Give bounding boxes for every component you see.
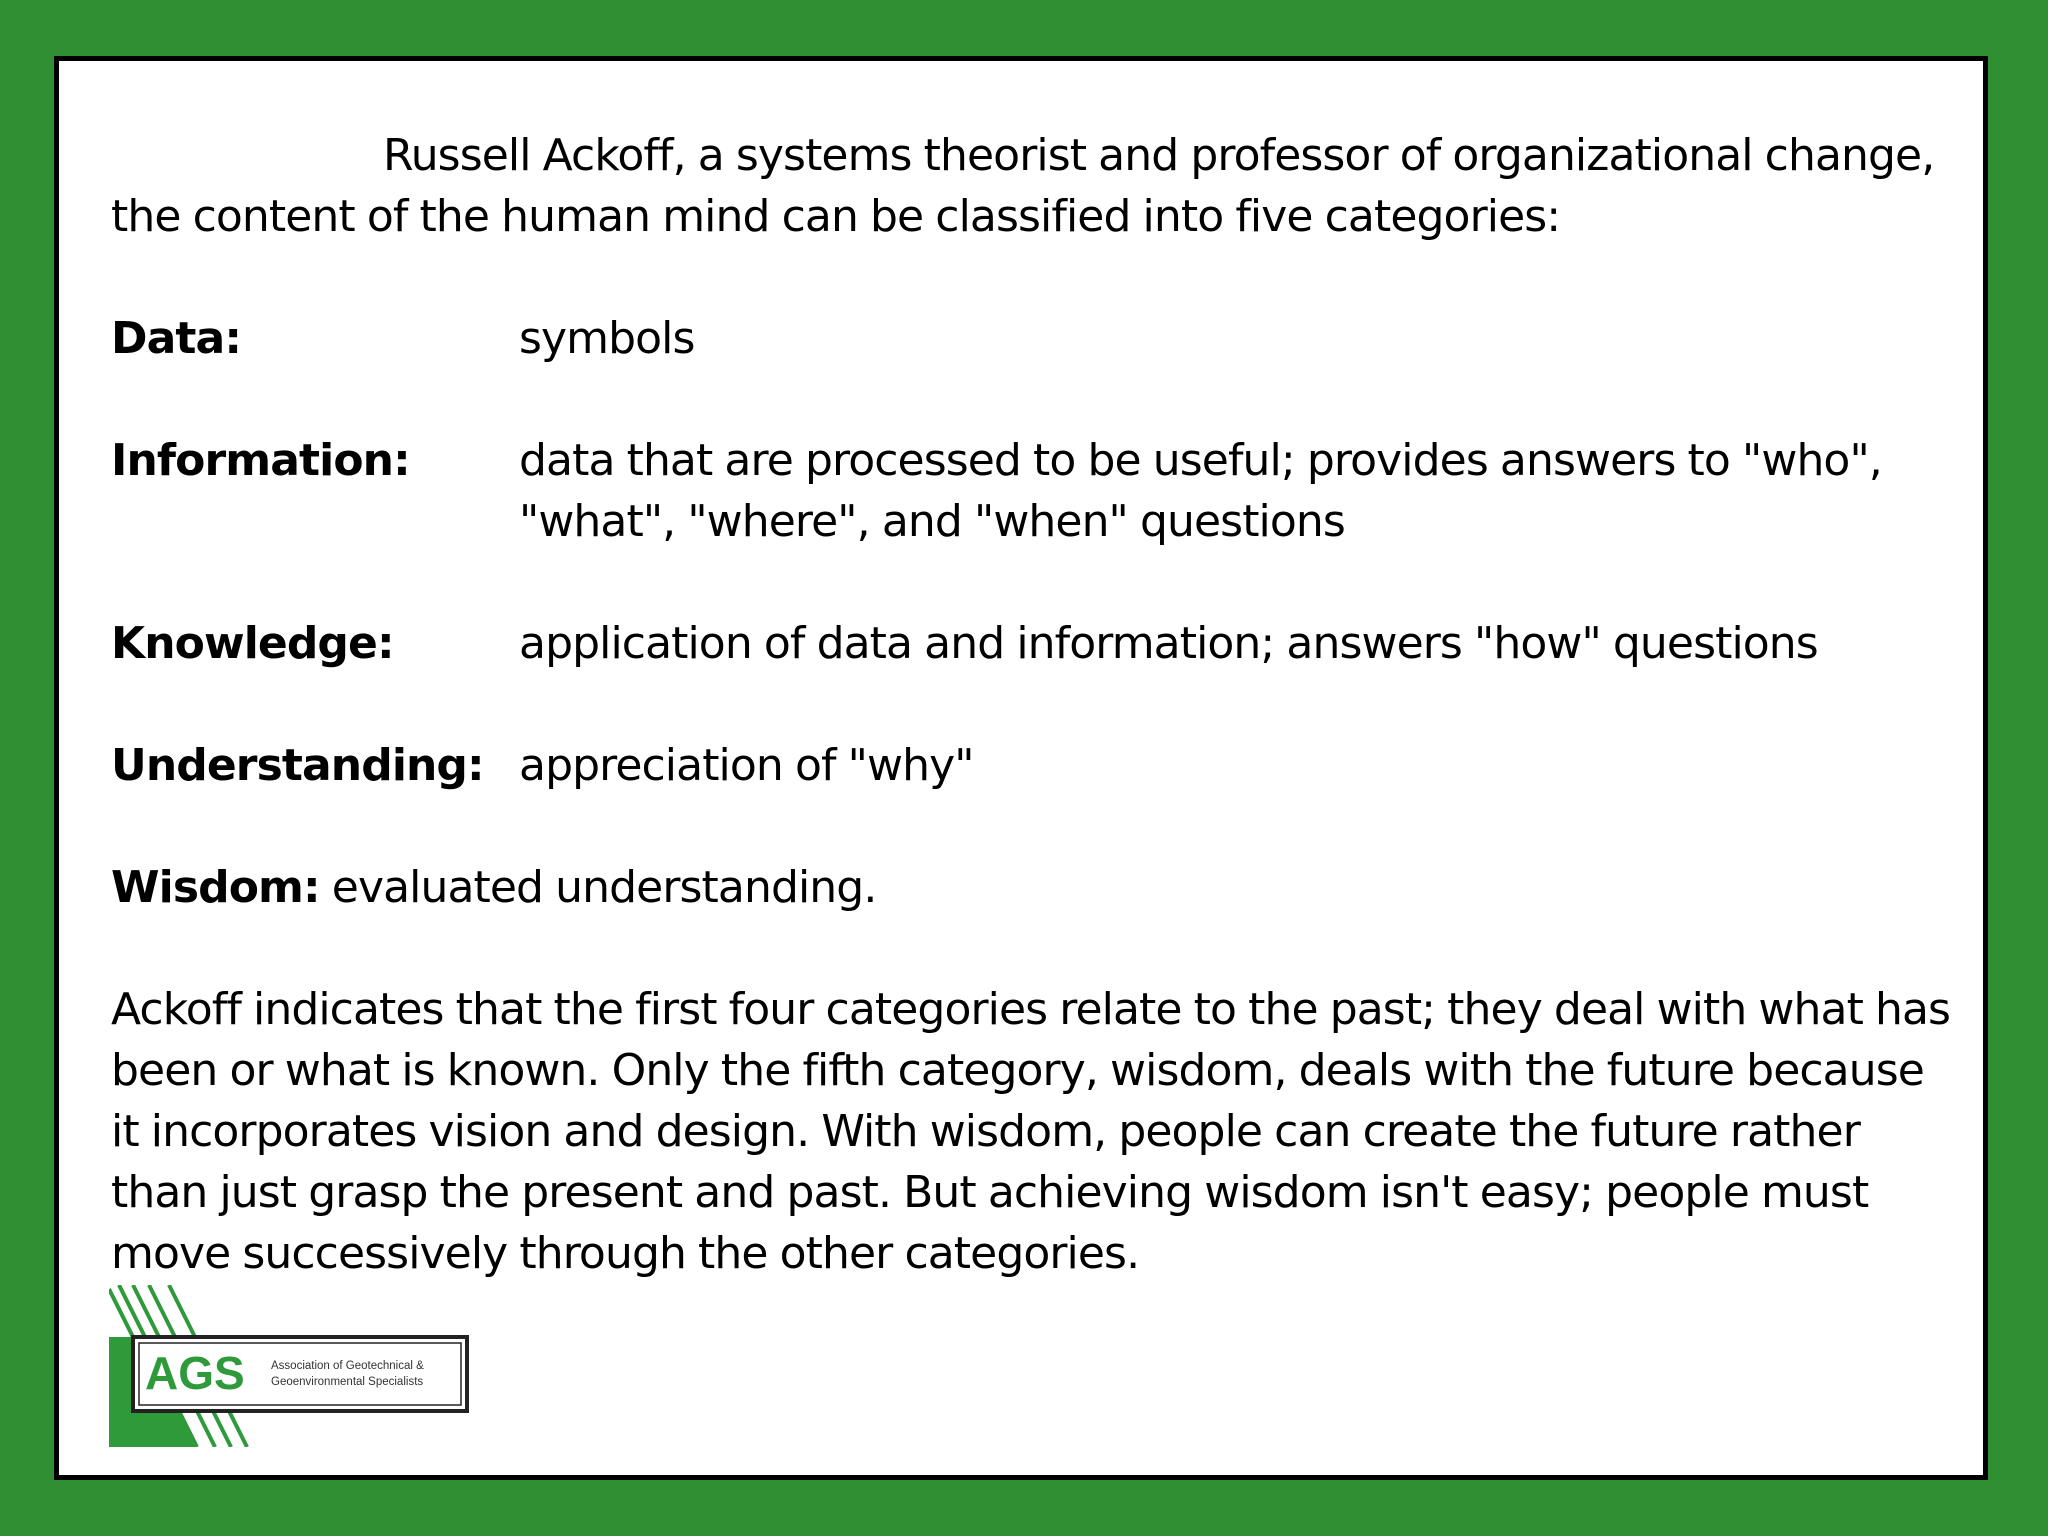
category-row-data [111, 308, 1951, 369]
category-definition: appreciation of "why" [519, 740, 974, 791]
logo-line-1: Association of Geotechnical & [271, 1360, 424, 1372]
category-definition: application of data and information; answers "how" questions [519, 618, 1818, 669]
category-term: Understanding: [111, 740, 484, 791]
logo-line-2: Geoenvironmental Specialists [271, 1376, 424, 1388]
category-definition: evaluated understanding. [331, 862, 877, 913]
category-row-knowledge [111, 613, 1951, 674]
slide-frame [54, 56, 1988, 1480]
category-term: Information: [111, 435, 410, 486]
ags-logo [109, 1285, 469, 1447]
slide-content [111, 125, 1951, 1284]
closing-paragraph: Ackoff indicates that the first four categories relate to the past; they deal with what has been or what is known. Only the fifth category, wisdom, deals with the future because it incorporates vision and design. With wisdom, people can create the future rather than just grasp the present and past. But achieving wisdom isn't easy; people must move successively through the other categories. [111, 984, 1951, 1279]
category-definition: data that are processed to be useful; provides answers to "who", "what", "where", and "when" questions [519, 435, 1882, 547]
category-row-wisdom [111, 857, 1951, 918]
category-definition: symbols [519, 313, 695, 364]
category-term: Data: [111, 313, 242, 364]
category-row-information [111, 430, 1951, 552]
category-row-understanding [111, 735, 1951, 796]
logo-abbr: AGS [145, 1347, 245, 1399]
category-term: Knowledge: [111, 618, 394, 669]
intro-paragraph: Russell Ackoff, a systems theorist and professor of organizational change, the content of the human mind can be classified into five categories: [111, 130, 1935, 242]
category-term: Wisdom: [111, 862, 320, 913]
